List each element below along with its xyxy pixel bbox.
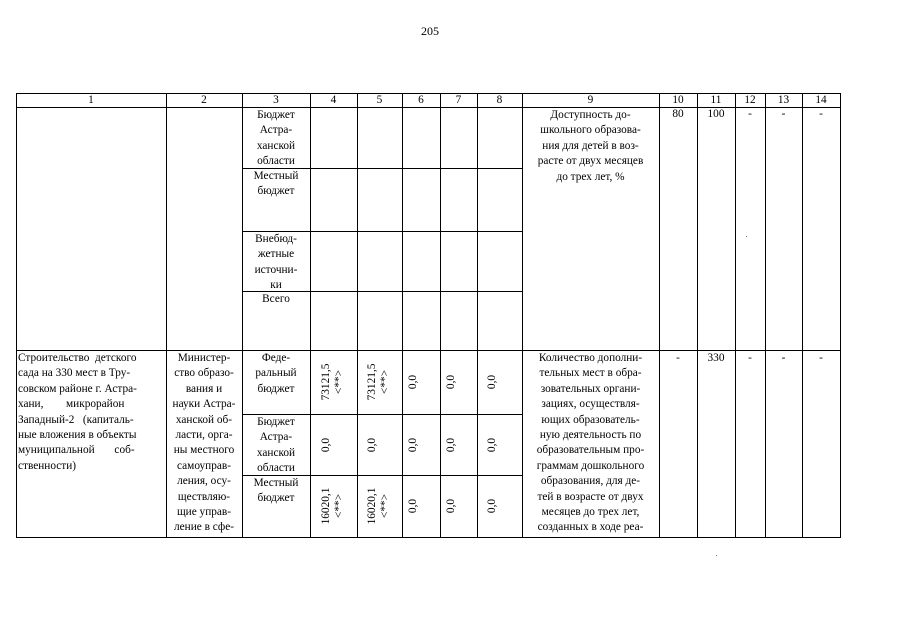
- funding-value: 0,0: [407, 374, 419, 390]
- funding-value: 0,0: [407, 437, 419, 452]
- funding-source-label: Всего: [262, 293, 290, 305]
- funding-source-label: Бюджет Астра- ханской области: [256, 109, 296, 168]
- funding-value: 73121,5 <**>: [365, 363, 390, 401]
- page-number: 205: [421, 24, 439, 38]
- indicator-value-col13: -: [781, 108, 786, 120]
- funding-source-label: Бюджет Астра- ханской области: [256, 416, 296, 475]
- funding-source-label: Местный бюджет: [253, 477, 299, 505]
- funding-value: 0,0: [319, 437, 332, 452]
- indicator-value-col14: -: [819, 352, 823, 364]
- funding-value: 0,0: [444, 437, 457, 452]
- funding-source-label: Внебюд- жетные источни- ки: [254, 233, 298, 292]
- indicator-value-col14: -: [819, 108, 823, 120]
- scan-speck: [716, 555, 717, 556]
- column-border: [765, 93, 766, 538]
- indicator-value-col10: -: [676, 352, 680, 364]
- indicator-value-col11: 330: [707, 352, 725, 364]
- event-description: Строительство детского сада на 330 мест в Тру- совском районе г. Астра- хани, микрорайон Западный-2 (капиталь- ные вложения в объекты муниципальной соб- ственности): [18, 352, 137, 472]
- column-border: [840, 93, 841, 538]
- column-border: [522, 93, 523, 538]
- table-bottom-border: [16, 537, 841, 538]
- scan-speck: [746, 236, 747, 237]
- column-border: [166, 93, 167, 538]
- column-number-7: 7: [455, 94, 462, 106]
- column-border: [402, 93, 403, 538]
- indicator-value-col10: 80: [672, 108, 684, 120]
- indicator-value-col13: -: [781, 352, 786, 364]
- column-border: [16, 93, 17, 538]
- column-number-10: 10: [672, 94, 684, 106]
- column-number-3: 3: [273, 94, 279, 106]
- funding-source-label: Местный бюджет: [253, 170, 299, 198]
- column-border: [242, 93, 243, 538]
- column-border: [440, 93, 441, 538]
- indicator-value-col12: -: [748, 108, 752, 120]
- funding-value: 0,0: [407, 498, 419, 514]
- indicator-text: Количество дополни- тельных мест в обра- зовательных органи- зациях, осуществля- ющих образователь- ную деятельность по образовательным про- граммам дошкольного образования, для де- тей в возрасте от двух месяцев до трех лет, созданных в ходе реа-: [536, 352, 645, 534]
- indicator-text: Доступность до- школьного образова- ния для детей в воз- расте от двух месяцев до трех лет, %: [537, 109, 644, 183]
- funding-source-label: Феде- ральный бюджет: [255, 352, 297, 395]
- executor-text: Министер- ство образо- вания и науки Астра- ханской об- ласти, орга- ны местного самоуправ- ления, осу- ществляю- щие управ- ление в сфе-: [172, 352, 236, 534]
- funding-value: 73121,5 <**>: [319, 363, 344, 401]
- column-border: [310, 93, 311, 538]
- indicator-value-col12: -: [748, 352, 752, 364]
- indicator-value-col11: 100: [707, 108, 725, 120]
- column-number-8: 8: [496, 94, 503, 106]
- funding-value: 0,0: [485, 437, 498, 452]
- column-number-2: 2: [201, 94, 207, 106]
- funding-value: 16020,1 <**>: [365, 487, 390, 525]
- column-border: [802, 93, 803, 538]
- funding-value: 0,0: [444, 498, 457, 514]
- column-border: [477, 93, 478, 538]
- column-number-14: 14: [815, 94, 827, 106]
- column-number-12: 12: [744, 94, 756, 106]
- funding-value: 0,0: [485, 498, 498, 514]
- column-number-13: 13: [777, 94, 790, 106]
- column-number-6: 6: [418, 94, 424, 106]
- column-number-11: 11: [710, 94, 722, 106]
- column-number-1: 1: [88, 94, 94, 106]
- column-number-4: 4: [330, 94, 337, 106]
- funding-value: 16020,1 <**>: [319, 487, 344, 525]
- funding-value: 0,0: [365, 437, 378, 452]
- column-number-9: 9: [587, 94, 594, 106]
- column-number-5: 5: [376, 94, 383, 106]
- funding-value: 0,0: [485, 374, 498, 390]
- column-border: [735, 93, 736, 538]
- funding-value: 0,0: [444, 374, 457, 390]
- column-border: [659, 93, 660, 538]
- column-border: [357, 93, 358, 538]
- column-border: [697, 93, 698, 538]
